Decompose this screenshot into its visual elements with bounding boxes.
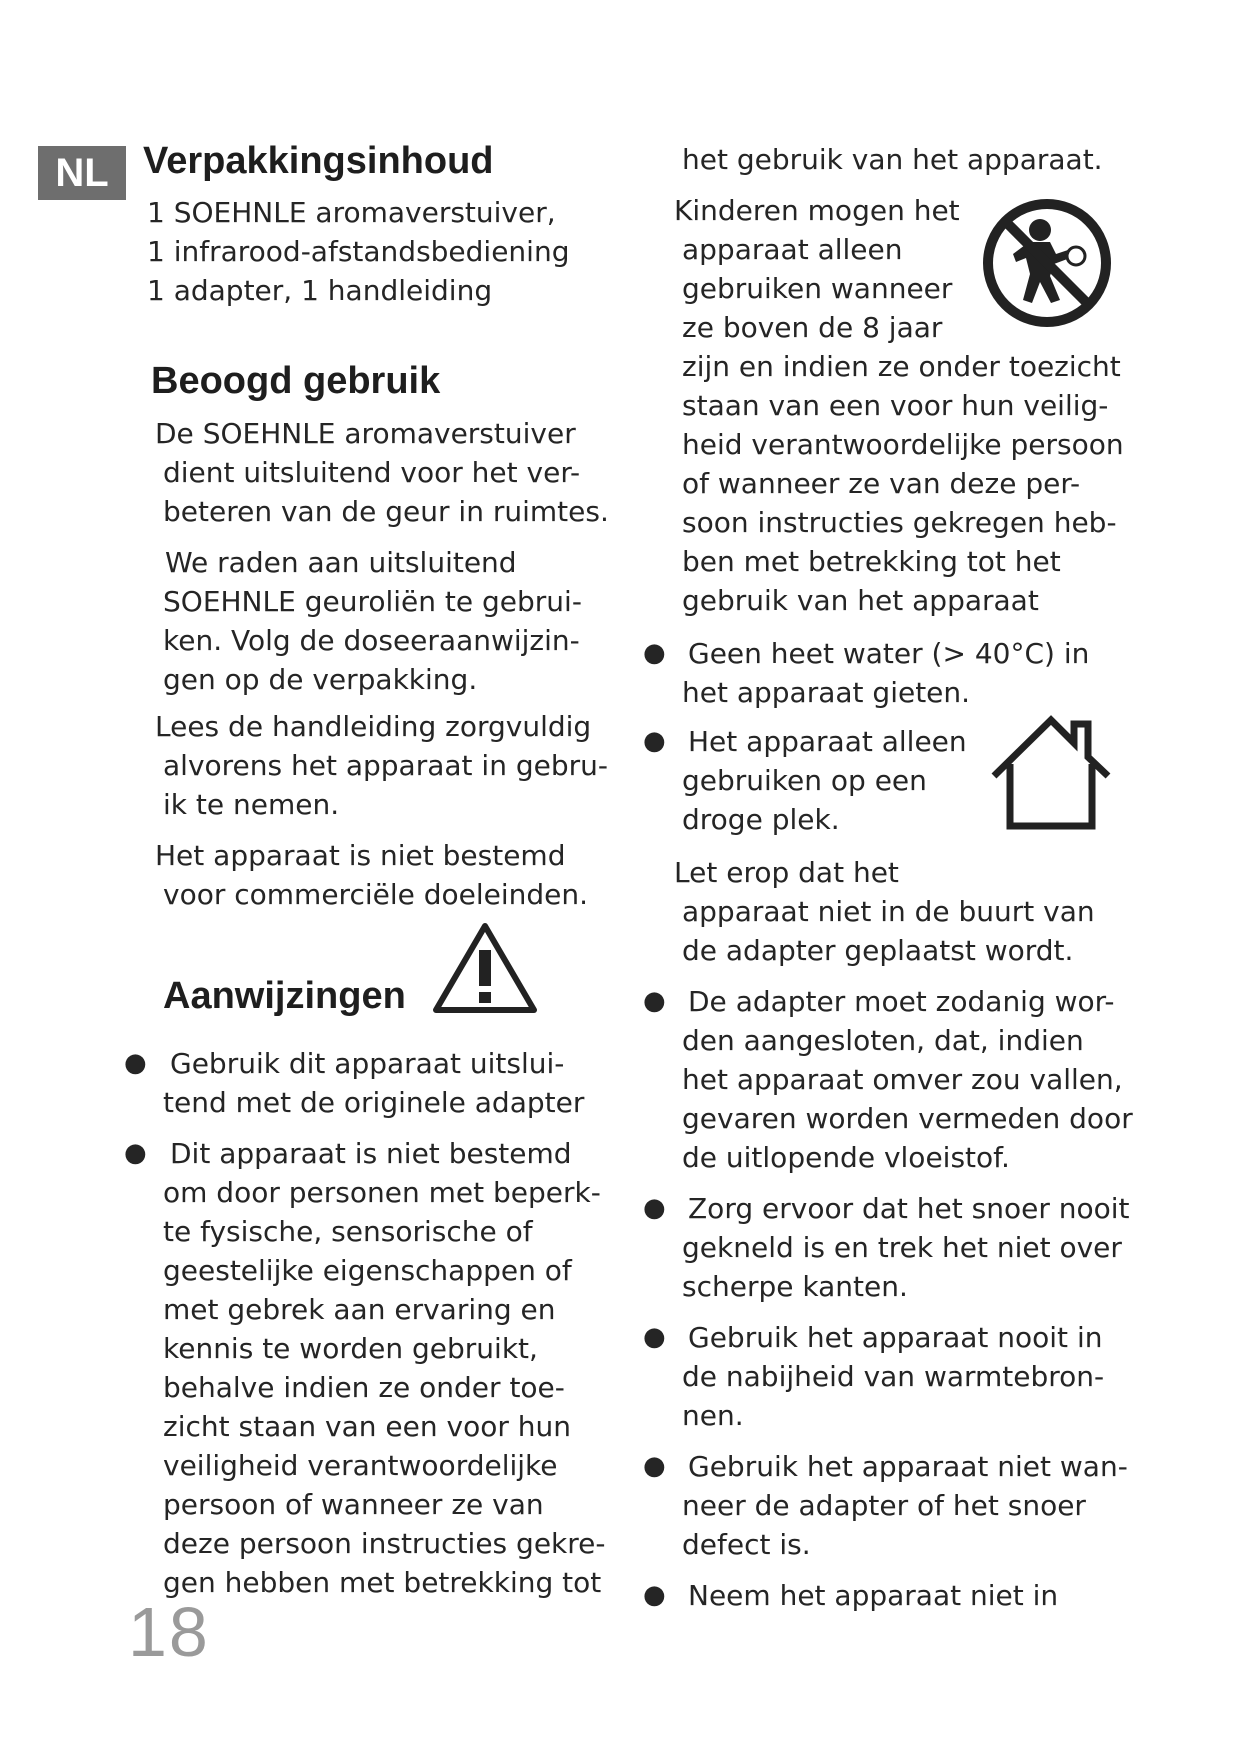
bullet-dot-icon: ● (124, 1138, 147, 1168)
bullet-dot-icon: ● (643, 1193, 666, 1223)
heading-intended-use: Beoogd gebruik (151, 360, 441, 402)
packaging-line: 1 infrarood-afstandsbediening (147, 235, 570, 268)
instruction-line: met gebrek aan ervaring en (163, 1293, 556, 1326)
house-icon (988, 714, 1114, 832)
intended-use-line: alvorens het apparaat in gebru- (163, 749, 608, 782)
children-line: ze boven de 8 jaar (682, 311, 943, 344)
instruction-line: te fysische, sensorische of (163, 1215, 533, 1248)
intended-use-line: Lees de handleiding zorgvuldig (155, 710, 592, 743)
language-tab: NL (38, 146, 126, 200)
no-children-icon (980, 196, 1114, 330)
children-line: apparaat alleen (682, 233, 903, 266)
heading-instructions: Aanwijzingen (163, 975, 406, 1017)
bullet-dot-icon: ● (643, 638, 666, 668)
intended-use-line: Het apparaat is niet bestemd (155, 839, 566, 872)
warning-line: de uitlopende vloeistof. (682, 1141, 1010, 1174)
instruction-line: geestelijke eigenschappen of (163, 1254, 572, 1287)
instruction-line: deze persoon instructies gekre- (163, 1527, 606, 1560)
warning-line: gebruiken op een (682, 764, 927, 797)
warning-line: De adapter moet zodanig wor- (688, 985, 1115, 1018)
warning-line: scherpe kanten. (682, 1270, 908, 1303)
intended-use-line: We raden aan uitsluitend (165, 546, 517, 579)
bullet-dot-icon: ● (124, 1048, 147, 1078)
bullet-dot-icon: ● (643, 1451, 666, 1481)
children-line: ben met betrekking tot het (682, 545, 1061, 578)
warning-line: nen. (682, 1399, 744, 1432)
warning-line: gekneld is en trek het niet over (682, 1231, 1122, 1264)
bullet-dot-icon: ● (643, 1322, 666, 1352)
warning-line: Het apparaat alleen (688, 725, 967, 758)
warning-line: Zorg ervoor dat het snoer nooit (688, 1192, 1130, 1225)
warning-line: droge plek. (682, 803, 840, 836)
intended-use-line: dient uitsluitend voor het ver- (163, 456, 581, 489)
warning-line: het apparaat gieten. (682, 676, 971, 709)
instruction-line: gen hebben met betrekking tot (163, 1566, 602, 1599)
instruction-line: kennis te worden gebruikt, (163, 1332, 538, 1365)
instruction-line: Dit apparaat is niet bestemd (170, 1137, 572, 1170)
instruction-line: veiligheid verantwoordelijke (163, 1449, 558, 1482)
note-line: Let erop dat het (674, 856, 899, 889)
intended-use-line: ik te nemen. (163, 788, 340, 821)
instruction-line: behalve indien ze onder toe- (163, 1371, 565, 1404)
warning-line: den aangesloten, dat, indien (682, 1024, 1084, 1057)
children-line: zijn en indien ze onder toezicht (682, 350, 1121, 383)
bullet-dot-icon: ● (643, 726, 666, 756)
warning-triangle-icon (430, 920, 540, 1016)
warning-line: defect is. (682, 1528, 811, 1561)
intended-use-line: beteren van de geur in ruimtes. (163, 495, 609, 528)
warning-line: Gebruik het apparaat niet wan- (688, 1450, 1128, 1483)
continuation-line: het gebruik van het apparaat. (682, 143, 1103, 176)
warning-line: Gebruik het apparaat nooit in (688, 1321, 1103, 1354)
note-line: apparaat niet in de buurt van (682, 895, 1095, 928)
instruction-line: zicht staan van een voor hun (163, 1410, 571, 1443)
intended-use-line: voor commerciële doeleinden. (163, 878, 589, 911)
warning-line: Neem het apparaat niet in (688, 1579, 1059, 1612)
children-line: staan van een voor hun veilig- (682, 389, 1109, 422)
children-line: Kinderen mogen het (674, 194, 960, 227)
packaging-line: 1 adapter, 1 handleiding (147, 274, 493, 307)
children-line: heid verantwoordelijke persoon (682, 428, 1124, 461)
intended-use-line: gen op de verpakking. (163, 663, 478, 696)
warning-line: de nabijheid van warmtebron- (682, 1360, 1105, 1393)
children-line: soon instructies gekregen heb- (682, 506, 1117, 539)
warning-line: het apparaat omver zou vallen, (682, 1063, 1123, 1096)
note-line: de adapter geplaatst wordt. (682, 934, 1074, 967)
warning-line: Geen heet water (> 40°C) in (688, 637, 1090, 670)
page-number: 18 (128, 1593, 210, 1671)
heading-packaging-contents: Verpakkingsinhoud (143, 140, 494, 182)
warning-line: neer de adapter of het snoer (682, 1489, 1086, 1522)
instruction-line: Gebruik dit apparaat uitslui- (170, 1047, 565, 1080)
warning-line: gevaren worden vermeden door (682, 1102, 1133, 1135)
bullet-dot-icon: ● (643, 986, 666, 1016)
packaging-line: 1 SOEHNLE aromaverstuiver, (147, 196, 556, 229)
children-line: gebruik van het apparaat (682, 584, 1039, 617)
instruction-line: tend met de originele adapter (163, 1086, 585, 1119)
intended-use-line: SOEHNLE geuroliën te gebrui- (163, 585, 582, 618)
children-line: gebruiken wanneer (682, 272, 953, 305)
intended-use-line: De SOEHNLE aromaverstuiver (155, 417, 576, 450)
children-line: of wanneer ze van deze per- (682, 467, 1081, 500)
bullet-dot-icon: ● (643, 1580, 666, 1610)
instruction-line: persoon of wanneer ze van (163, 1488, 544, 1521)
intended-use-line: ken. Volg de doseeraanwijzin- (163, 624, 580, 657)
instruction-line: om door personen met beperk- (163, 1176, 601, 1209)
